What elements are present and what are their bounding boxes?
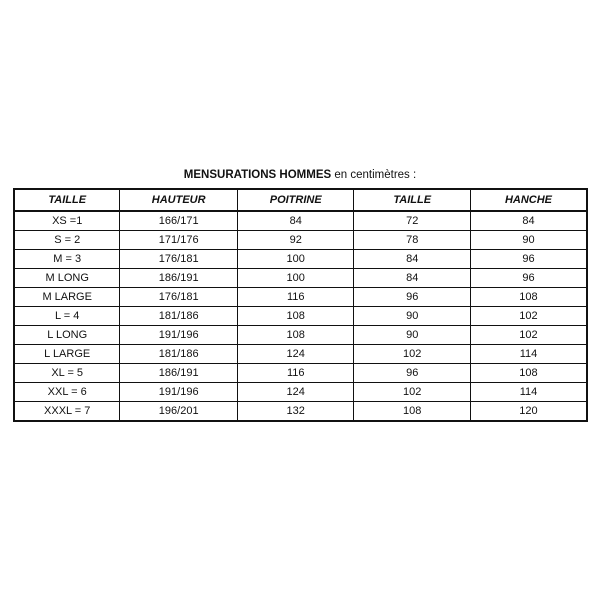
table-row [14, 345, 587, 364]
table-body [14, 211, 587, 421]
cell-taille: 78 [354, 231, 471, 250]
table-row [14, 326, 587, 345]
table-row [14, 211, 587, 231]
cell-hauteur: 196/201 [120, 402, 238, 422]
cell-poitrine: 116 [237, 364, 354, 383]
cell-hauteur: 181/186 [120, 345, 238, 364]
cell-size: S = 2 [14, 231, 120, 250]
page-title [0, 168, 600, 182]
cell-size: XXL = 6 [14, 383, 120, 402]
cell-poitrine: 100 [237, 250, 354, 269]
cell-size: XXXL = 7 [14, 402, 120, 422]
cell-hanche: 108 [470, 288, 587, 307]
title-main: MENSURATIONS HOMMES [183, 169, 332, 181]
cell-taille: 72 [354, 211, 471, 231]
cell-hauteur: 171/176 [120, 231, 238, 250]
table-row [14, 307, 587, 326]
cell-hanche: 102 [470, 307, 587, 326]
cell-hanche: 120 [470, 402, 587, 422]
cell-taille: 102 [354, 345, 471, 364]
cell-hanche: 114 [470, 383, 587, 402]
cell-poitrine: 132 [237, 402, 354, 422]
cell-hanche: 108 [470, 364, 587, 383]
cell-poitrine: 124 [237, 345, 354, 364]
cell-hanche: 84 [470, 211, 587, 231]
cell-hauteur: 191/196 [120, 326, 238, 345]
cell-size: XL = 5 [14, 364, 120, 383]
cell-hanche: 96 [470, 250, 587, 269]
cell-taille: 108 [354, 402, 471, 422]
table-row [14, 383, 587, 402]
cell-hanche: 96 [470, 269, 587, 288]
cell-poitrine: 116 [237, 288, 354, 307]
header-poitrine: POITRINE [237, 189, 354, 211]
table-row [14, 269, 587, 288]
cell-hauteur: 186/191 [120, 364, 238, 383]
cell-size: M LONG [14, 269, 120, 288]
table-row [14, 250, 587, 269]
cell-hauteur: 176/181 [120, 288, 238, 307]
cell-hauteur: 166/171 [120, 211, 238, 231]
cell-hauteur: 186/191 [120, 269, 238, 288]
cell-size: L LARGE [14, 345, 120, 364]
cell-taille: 102 [354, 383, 471, 402]
cell-taille: 96 [354, 364, 471, 383]
cell-size: XS =1 [14, 211, 120, 231]
cell-poitrine: 124 [237, 383, 354, 402]
table-row [14, 288, 587, 307]
cell-hanche: 102 [470, 326, 587, 345]
cell-poitrine: 100 [237, 269, 354, 288]
cell-size: L = 4 [14, 307, 120, 326]
header-hanche: HANCHE [470, 189, 587, 211]
cell-taille: 84 [354, 269, 471, 288]
cell-taille: 84 [354, 250, 471, 269]
table-row [14, 402, 587, 422]
cell-hauteur: 191/196 [120, 383, 238, 402]
cell-poitrine: 108 [237, 326, 354, 345]
header-taille-size: TAILLE [14, 189, 120, 211]
cell-size: M LARGE [14, 288, 120, 307]
cell-taille: 96 [354, 288, 471, 307]
cell-poitrine: 84 [237, 211, 354, 231]
cell-hauteur: 181/186 [120, 307, 238, 326]
cell-poitrine: 108 [237, 307, 354, 326]
title-unit: en centimètres : [331, 169, 417, 181]
table-header-row [14, 189, 587, 211]
cell-hanche: 114 [470, 345, 587, 364]
size-chart-table [13, 188, 588, 422]
cell-taille: 90 [354, 307, 471, 326]
cell-size: L LONG [14, 326, 120, 345]
header-hauteur: HAUTEUR [120, 189, 238, 211]
header-taille-waist: TAILLE [354, 189, 471, 211]
cell-taille: 90 [354, 326, 471, 345]
cell-hauteur: 176/181 [120, 250, 238, 269]
table-row [14, 231, 587, 250]
cell-poitrine: 92 [237, 231, 354, 250]
cell-hanche: 90 [470, 231, 587, 250]
cell-size: M = 3 [14, 250, 120, 269]
table-row [14, 364, 587, 383]
